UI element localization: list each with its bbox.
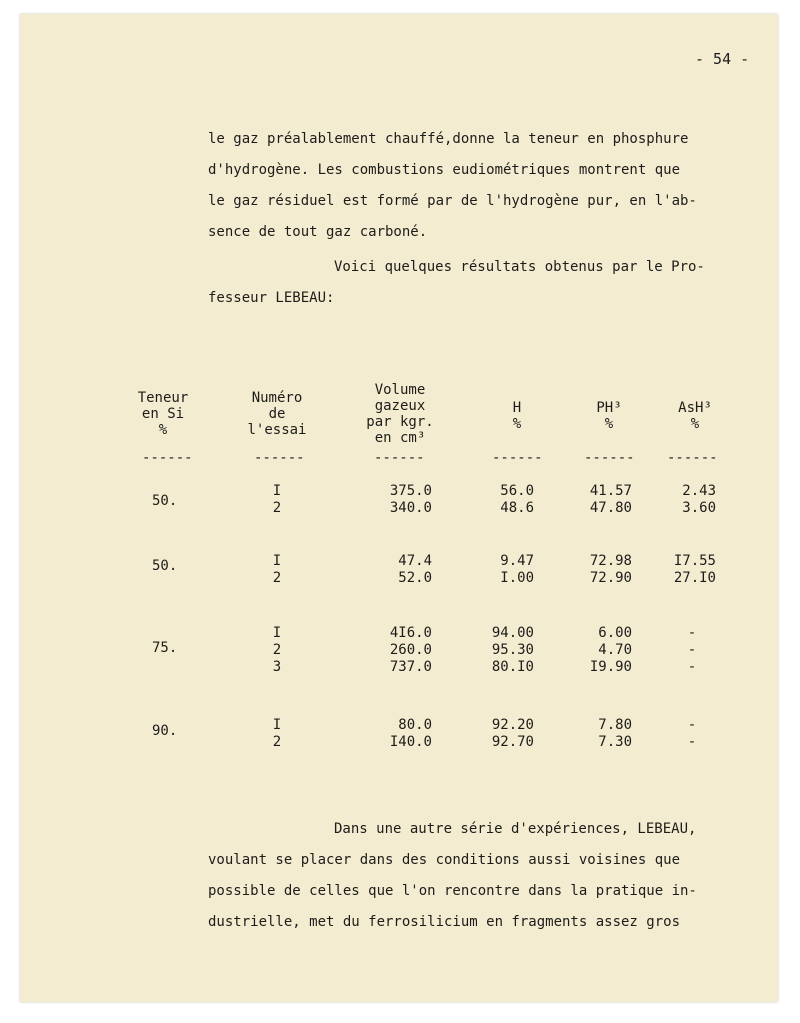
text-line: le gaz résiduel est formé par de l'hydrogène pur, en l'ab- — [208, 193, 697, 209]
text-line: le gaz préalablement chauffé,donne la teneur en phosphure — [208, 131, 689, 147]
ash3-value: - — [687, 625, 697, 641]
ash3-value: 27.I0 — [673, 570, 716, 586]
volume-value: 52.0 — [398, 570, 432, 586]
page-number: - 54 - — [695, 50, 750, 68]
h-value: 92.20 — [491, 717, 534, 733]
paragraph-1 — [208, 124, 744, 248]
ph3-value: 4.70 — [598, 642, 632, 658]
ash3-value: - — [687, 659, 697, 675]
ash3-value: I7.55 — [673, 553, 716, 569]
text-line: dustrielle, met du ferrosilicium en fragments assez gros — [208, 914, 681, 930]
ash3-value: - — [687, 717, 697, 733]
ash3-value: - — [687, 734, 697, 750]
text-line: sence de tout gaz carboné. — [208, 224, 428, 240]
header-rule: ------ — [584, 450, 635, 466]
volume-value: 260.0 — [389, 642, 432, 658]
h-value: 94.00 — [491, 625, 534, 641]
text-line: Dans une autre série d'expériences, LEBEAU, — [334, 821, 697, 837]
h-value: I.00 — [500, 570, 534, 586]
paragraph-3 — [208, 814, 748, 938]
h-value: 80.I0 — [491, 659, 534, 675]
header-ash3: AsH³ % — [678, 400, 712, 432]
ph3-value: I9.90 — [589, 659, 632, 675]
ph3-value: 7.80 — [598, 717, 632, 733]
essai-value: I — [272, 483, 282, 499]
ph3-value: 6.00 — [598, 625, 632, 641]
header-volume: Volume gazeux par kgr. en cm³ — [366, 382, 434, 446]
ph3-value: 47.80 — [589, 500, 632, 516]
teneur-value: 50. — [152, 558, 178, 574]
volume-value: 47.4 — [398, 553, 432, 569]
essai-value: 3 — [272, 659, 282, 675]
h-value: 56.0 — [500, 483, 534, 499]
header-numero: Numéro de l'essai — [247, 390, 307, 438]
h-value: 95.30 — [491, 642, 534, 658]
header-ph3: PH³ % — [596, 400, 622, 432]
volume-value: 80.0 — [398, 717, 432, 733]
paragraph-2 — [208, 252, 744, 314]
essai-value: I — [272, 717, 282, 733]
text-line: possible de celles que l'on rencontre dans la pratique in- — [208, 883, 697, 899]
h-value: 9.47 — [500, 553, 534, 569]
header-rule: ------ — [492, 450, 543, 466]
volume-value: 375.0 — [389, 483, 432, 499]
text-line: Voici quelques résultats obtenus par le Pro- — [334, 259, 705, 275]
teneur-value: 75. — [152, 640, 178, 656]
text-line: voulant se placer dans des conditions aussi voisines que — [208, 852, 681, 868]
essai-value: 2 — [272, 734, 282, 750]
text-line: fesseur LEBEAU: — [208, 290, 335, 306]
header-rule: ------ — [667, 450, 718, 466]
header-teneur: Teneur en Si % — [137, 390, 189, 438]
ash3-value: 2.43 — [682, 483, 716, 499]
essai-value: I — [272, 553, 282, 569]
volume-value: I40.0 — [389, 734, 432, 750]
essai-value: 2 — [272, 570, 282, 586]
header-rule: ------ — [254, 450, 305, 466]
text-line: d'hydrogène. Les combustions eudiométriques montrent que — [208, 162, 681, 178]
ph3-value: 72.90 — [589, 570, 632, 586]
essai-value: 2 — [272, 500, 282, 516]
h-value: 92.70 — [491, 734, 534, 750]
h-value: 48.6 — [500, 500, 534, 516]
volume-value: 340.0 — [389, 500, 432, 516]
header-rule: ------ — [374, 450, 425, 466]
ash3-value: 3.60 — [682, 500, 716, 516]
ash3-value: - — [687, 642, 697, 658]
teneur-value: 90. — [152, 723, 178, 739]
teneur-value: 50. — [152, 493, 178, 509]
essai-value: I — [272, 625, 282, 641]
essai-value: 2 — [272, 642, 282, 658]
ph3-value: 72.98 — [589, 553, 632, 569]
ph3-value: 41.57 — [589, 483, 632, 499]
volume-value: 737.0 — [389, 659, 432, 675]
ph3-value: 7.30 — [598, 734, 632, 750]
header-rule: ------ — [142, 450, 193, 466]
volume-value: 4I6.0 — [389, 625, 432, 641]
header-h: H % — [512, 400, 522, 432]
